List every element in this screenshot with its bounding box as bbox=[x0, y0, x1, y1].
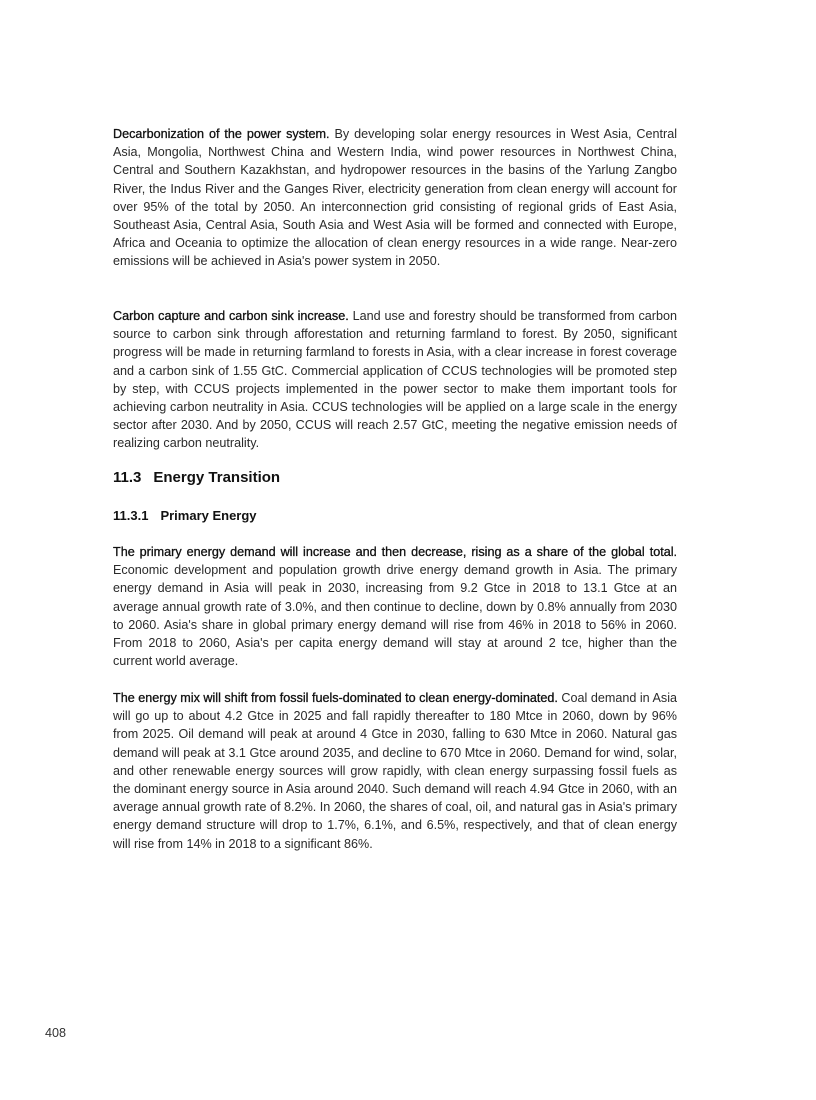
subsection-title: Primary Energy bbox=[160, 508, 257, 523]
section-title: Energy Transition bbox=[153, 469, 281, 486]
paragraph-body: Land use and forestry should be transformed from carbon source to carbon sink through afforestation and returning farmland to forest. By 2050, significant progress will be made in returning farmland to forests in Asia, with a clear increase in forest coverage and a carbon sink of 1.55 GtC. Commercial application of CCUS technologies will be promoted step by step, with CCUS projects implemented in the power sector to make them important tools for achieving carbon neutrality in Asia. CCUS technologies will be applied on a large scale in the energy sector after 2030. And by 2050, CCUS will reach 2.57 GtC, meeting the negative emission needs of realizing carbon neutrality. bbox=[113, 309, 677, 451]
paragraph-carbon-capture bbox=[113, 307, 677, 453]
page-number: 408 bbox=[45, 1026, 67, 1040]
subsection-number: 11.3.1 bbox=[113, 508, 149, 523]
paragraph-body: Coal demand in Asia will go up to about 4.2 Gtce in 2025 and fall rapidly thereafter to 180 Mtce in 2060, down by 96% from 2025. Oil demand will peak at around 4 Gtce in 2030, falling to 630 Mtce in 2060. Natural gas demand will peak at 3.1 Gtce around 2035, and decline to 670 Mtce in 2060. Demand for wind, solar, and other renewable energy sources will grow rapidly, with clean energy surpassing fossil fuels as the dominant energy source in Asia around 2040. Such demand will reach 4.94 Gtce in 2060, with an average annual growth rate of 8.2%. In 2060, the shares of coal, oil, and natural gas in Asia's primary energy demand structure will drop to 1.7%, 6.1%, and 6.5%, respectively, and that of clean energy will rise from 14% in 2018 to a significant 86%. bbox=[113, 691, 677, 851]
paragraph-body: Economic development and population growth drive energy demand growth in Asia. The primary energy demand in Asia will peak in 2030, increasing from 9.2 Gtce in 2018 to 13.1 Gtce at an average annual growth rate of 3.0%, and then continue to decline, down by 0.8% annually from 2030 to 2060. Asia's share in global primary energy demand will rise from 46% in 2018 to 56% in 2060. From 2018 to 2060, Asia's per capita energy demand will stay at around 2 tce, higher than the current world average. bbox=[113, 563, 677, 669]
paragraph-lead: Carbon capture and carbon sink increase. bbox=[113, 309, 349, 323]
paragraph-lead: Decarbonization of the power system. bbox=[113, 127, 330, 141]
section-heading bbox=[113, 469, 280, 486]
paragraph-lead: The primary energy demand will increase and then decrease, rising as a share of the global total. bbox=[113, 545, 677, 559]
paragraph-lead: The energy mix will shift from fossil fuels-dominated to clean energy-dominated. bbox=[113, 691, 558, 705]
paragraph-power-decarbonization bbox=[113, 125, 677, 271]
paragraph-primary-energy-demand bbox=[113, 543, 677, 670]
section-number: 11.3 bbox=[113, 469, 142, 486]
subsection-heading bbox=[113, 508, 257, 523]
paragraph-energy-mix bbox=[113, 689, 677, 853]
paragraph-body: By developing solar energy resources in West Asia, Central Asia, Mongolia, Northwest China and Western India, wind power resources in Northwest China, Central and Southern Kazakhstan, and hydropower resources in the basins of the Yarlung Zangbo River, the Indus River and the Ganges River, electricity generation from clean energy will account for over 95% of the total by 2050. An interconnection grid consisting of regional grids of East Asia, Southeast Asia, Central Asia, South Asia and West Asia will be formed and connected with Europe, Africa and Oceania to optimize the allocation of clean energy resources in a wide range. Near-zero emissions will be achieved in Asia's power system in 2050. bbox=[113, 127, 677, 269]
